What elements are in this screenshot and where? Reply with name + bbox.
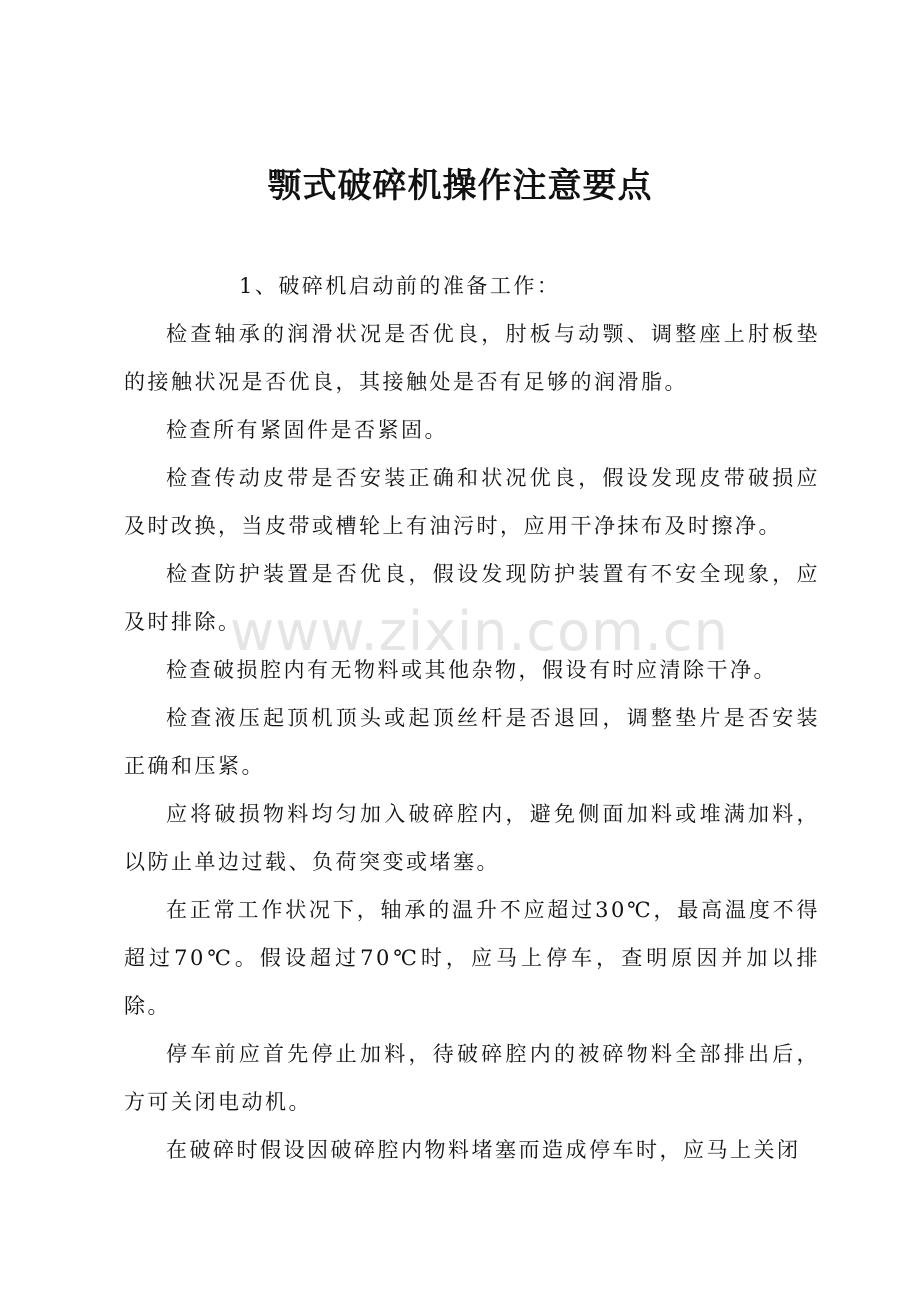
paragraph: 检查轴承的润滑状况是否优良，肘板与动颚、调整座上肘板垫的接触状况是否优良，其接触处是否有足够的润滑脂。	[124, 322, 820, 394]
section-heading: 1、破碎机启动前的准备工作：	[239, 274, 561, 298]
watermark: www.zixin.com.cn	[230, 600, 729, 663]
paragraph: 检查所有紧固件是否紧固。	[166, 418, 448, 442]
paragraph: 停车前应首先停止加料，待破碎腔内的被碎物料全部排出后，方可关闭电动机。	[124, 1042, 820, 1114]
paragraph: 应将破损物料均匀加入破碎腔内，避免侧面加料或堆满加料，以防止单边过载、负荷突变或堵塞。	[124, 802, 820, 874]
document-body	[124, 262, 820, 1174]
paragraph: 检查破损腔内有无物料或其他杂物，假设有时应清除干净。	[166, 658, 777, 682]
document-title: 颚式破碎机操作注意要点	[267, 166, 653, 206]
paragraph: 在正常工作状况下，轴承的温升不应超过30℃，最高温度不得超过70℃。假设超过70℃时，应马上停车，查明原因并加以排除。	[124, 898, 820, 1018]
paragraph: 在破碎时假设因破碎腔内物料堵塞而造成停车时，应马上关闭	[166, 1138, 801, 1162]
paragraph: 检查防护装置是否优良，假设发现防护装置有不安全现象，应及时排除。	[124, 562, 820, 634]
paragraph: 检查传动皮带是否安装正确和状况优良，假设发现皮带破损应及时改换，当皮带或槽轮上有油污时，应用干净抹布及时擦净。	[124, 466, 820, 538]
paragraph: 检查液压起顶机顶头或起顶丝杆是否退回，调整垫片是否安装正确和压紧。	[124, 706, 820, 778]
